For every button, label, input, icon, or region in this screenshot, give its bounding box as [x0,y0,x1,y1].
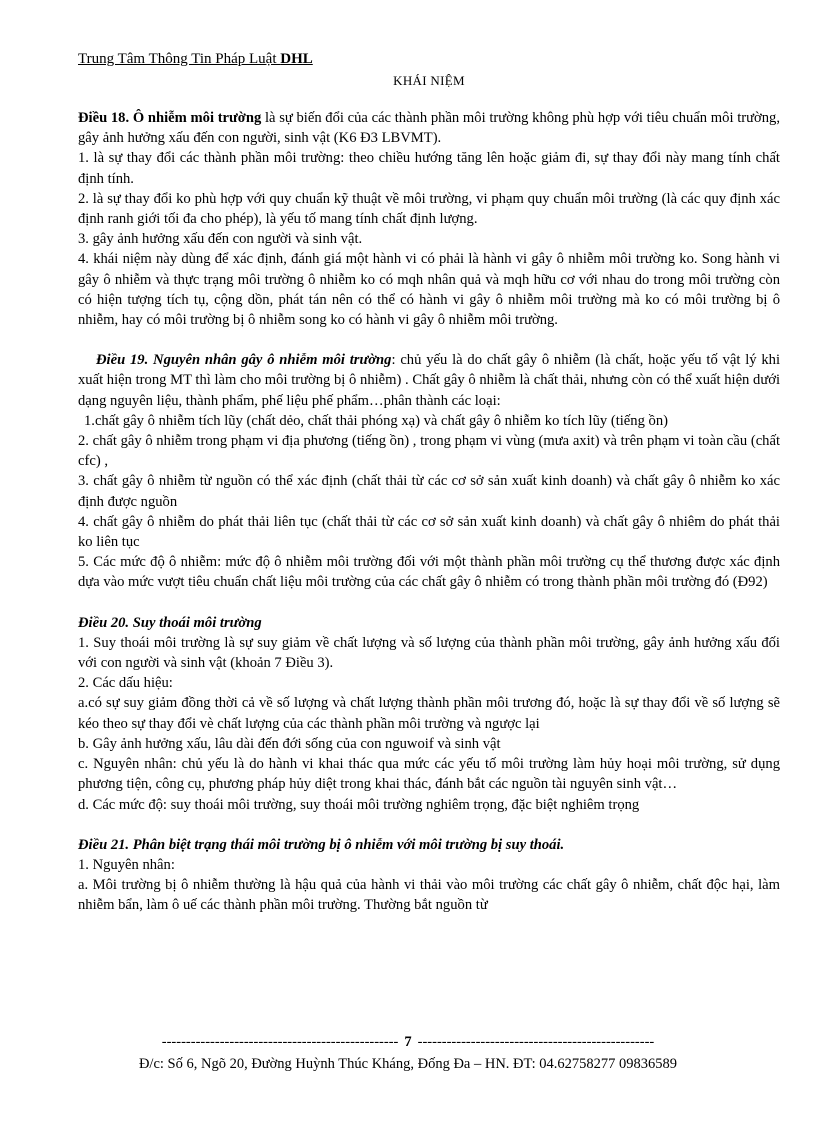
section-18-intro: Điều 18. Ô nhiễm môi trường là sự biến đổi của các thành phần môi trường không phù hợp với tiêu chuẩn môi trường, gây ảnh hưởng xấu đến con người, sinh vật (K6 Đ3 LBVMT). [78,110,780,147]
list-item: 4. chất gây ô nhiễm do phát thải liên tục (chất thải từ các cơ sở sản xuất kinh doanh) và chất gây ô nhiêm do phát thải ko liên tục [78,513,780,551]
list-item: c. Nguyên nhân: chủ yếu là do hành vi khai thác qua mức các yếu tố môi trường làm hủy hoại môi trường, sử dụng phương tiện, công cụ, phương pháp hủy diệt trong khai thác, đánh bắt các nguồn tài nguyên sinh vật… [78,756,780,793]
list-item: b. Gây ảnh hưởng xấu, lâu dài đến đới sống của con nguwoif và sinh vật [78,735,501,752]
organization-header [78,50,780,69]
section-20 [78,613,780,815]
footer-address: Đ/c: Số 6, Ngõ 20, Đường Huỳnh Thúc Kháng, Đống Đa – HN. ĐT: 04.62758277 09836589 [138,1056,678,1072]
footer-dashes-left: ------------------------------------------------- [161,1034,399,1050]
section-19-intro: Điều 19. Nguyên nhân gây ô nhiễm môi trường: chủ yếu là do chất gây ô nhiễm (là chất, hoặc yếu tố vật lý khi xuất hiện trong MT thì làm cho môi trường bị ô nhiễm) . Chất gây ô nhiễm là chất thải, nhưng còn có thể xuất hiện dưới dạng nguyên liệu, thành phẩm, phế liệu phế phẩm…phân thành các loại: [78,352,780,409]
document-page [78,50,780,916]
section-20-title: Điều 20. Suy thoái môi trường [78,614,262,631]
list-item: 1. là sự thay đổi các thành phần môi trường: theo chiều hướng tăng lên hoặc giảm đi, sự thay đổi này mang tính chất định tính. [78,150,780,187]
list-item: 1.chất gây ô nhiễm tích lũy (chất dẻo, chất thải phóng xạ) và chất gây ô nhiễm ko tích lũy (tiếng ồn) [84,412,668,429]
section-18-title: Điều 18. Ô nhiễm môi trường [78,110,262,126]
section-21 [78,835,780,916]
list-item: 2. Các dấu hiệu: [78,675,173,692]
list-item: a. Môi trường bị ô nhiễm thường là hậu quả của hành vi thải vào môi trường các chất gây ô nhiễm, chất độc hại, làm nhiễm bẩn, làm ô uế các thành phần môi trường. Thường bắt nguồn từ [78,877,780,914]
list-item: 3. gây ảnh hưởng xấu đến con người và sinh vật. [78,231,363,248]
list-item: 2. chất gây ô nhiễm trong phạm vi địa phương (tiếng ồn) , trong phạm vi vùng (mưa axit) và trên phạm vi toàn cầu (chất cfc) , [78,433,780,470]
section-21-title: Điều 21. Phân biệt trạng thái môi trường bị ô nhiễm với môi trường bị suy thoái. [78,836,565,853]
page-number: 7 [404,1034,412,1050]
list-item: d. Các mức độ: suy thoái môi trường, suy thoái môi trường nghiêm trọng, đặc biệt nghiêm trọng [78,796,640,813]
list-item: 3. chất gây ô nhiễm từ nguồn có thể xác định (chất thải từ các cơ sở sản xuất kinh doanh) và chất gây ô nhiễm ko xác định được nguồn [78,473,780,510]
page-footer [0,1033,816,1075]
list-item: 1. Nguyên nhân: [78,856,175,873]
footer-separator [0,1033,816,1051]
footer-dashes-right: ------------------------------------------------- [417,1034,655,1050]
list-item: 5. Các mức độ ô nhiễm: mức độ ô nhiễm môi trường đối với một thành phần môi trường cụ thể thương được xác định dựa vào mức vượt tiêu chuẩn chất liệu môi trường của các chất gây ô nhiễm có trong thành phần môi trường đó (Đ92) [78,554,780,591]
org-name-bold: DHL [280,51,313,67]
section-19 [78,350,780,592]
list-item: a.có sự suy giảm đồng thời cả về số lượng và chất lượng thành phần môi trương đó, hoặc là sự thay đổi về số lượng sẽ kéo theo sự thay đổi vè chất lượng của các thành phần môi trường và ngược lại [78,695,780,732]
list-item: 2. là sự thay đổi ko phù hợp với quy chuẩn kỹ thuật về môi trường, vi phạm quy chuẩn môi trường (là các quy định xác định ranh giới tối đa cho phép), là yếu tố mang tính chất định lượng. [78,190,780,228]
document-title: KHÁI NIỆM [393,73,465,88]
section-18 [78,108,780,330]
section-19-title: Điều 19. Nguyên nhân gây ô nhiễm môi trường [96,352,392,369]
list-item: 4. khái niệm này dùng để xác định, đánh giá một hành vi có phải là hành vi gây ô nhiễm môi trường ko. Song hành vi gây ô nhiễm và thực trạng môi trường ô nhiễm ko có mqh nhân quả và mqh hữu cơ với nhau do trong môi trường còn có hiện tượng tích tụ, cộng dồn, phát tán nên có thể có hành vi gây ô nhiễm môi trường mà ko có môi trường bị ô nhiễm, hay có môi trường bị ô nhiễm song ko có hành vi gây ô nhiễm môi trường. [78,251,780,329]
org-name: Trung Tâm Thông Tin Pháp Luật [78,51,281,67]
list-item: 1. Suy thoái môi trường là sự suy giảm về chất lượng và số lượng của thành phần môi trường, gây ảnh hưởng xấu đối với con người và sinh vật (khoản 7 Điều 3). [78,634,780,672]
